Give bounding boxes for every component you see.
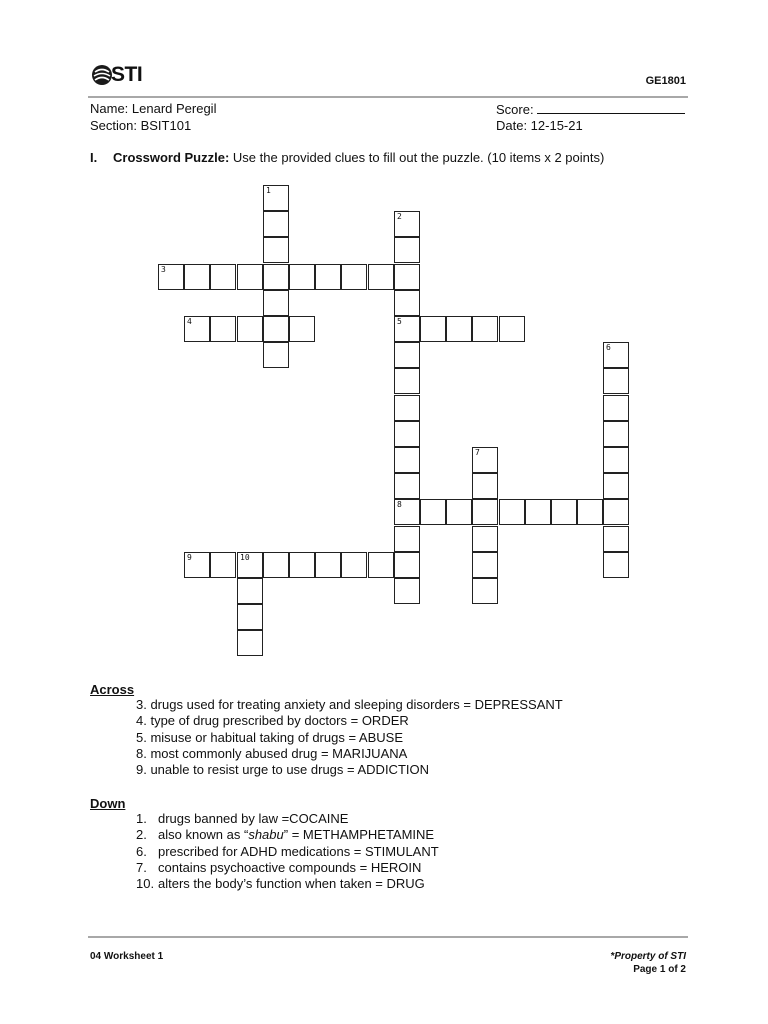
crossword-cell[interactable] [263,316,289,342]
crossword-cell[interactable] [341,552,367,578]
crossword-cell[interactable] [263,185,289,211]
header-rule [88,96,688,98]
crossword-cell[interactable] [420,499,446,525]
crossword-cell[interactable] [472,499,498,525]
crossword-cell[interactable] [551,499,577,525]
crossword-cell[interactable] [289,264,315,290]
crossword-cell[interactable] [472,473,498,499]
crossword-cell[interactable] [394,473,420,499]
down-clue: 7. contains psychoactive compounds = HEROIN [136,859,422,875]
crossword-cell[interactable] [603,552,629,578]
crossword-cell[interactable] [237,264,263,290]
crossword-cell[interactable] [446,316,472,342]
score-label: Score: [496,102,534,117]
clue-number: 1 [266,186,271,195]
crossword-cell[interactable] [603,447,629,473]
crossword-cell[interactable] [263,211,289,237]
crossword-cell[interactable] [237,578,263,604]
crossword-cell[interactable] [499,316,525,342]
instruction-title: Crossword Puzzle: [113,150,230,165]
crossword-cell[interactable] [472,447,498,473]
crossword-cell[interactable] [237,552,263,578]
down-title: Down [90,796,126,811]
crossword-cell[interactable] [289,316,315,342]
crossword-cell[interactable] [394,578,420,604]
across-clue: 8. most commonly abused drug = MARIJUANA [136,745,408,761]
clue-number: 9 [187,553,192,562]
crossword-cell[interactable] [472,578,498,604]
clue-number: 4 [187,317,192,326]
footer-page: Page 1 of 2 [633,964,686,975]
clue-number: 10 [240,553,250,562]
crossword-cell[interactable] [394,421,420,447]
crossword-cell[interactable] [237,630,263,656]
crossword-cell[interactable] [184,552,210,578]
crossword-cell[interactable] [446,499,472,525]
crossword-cell[interactable] [603,342,629,368]
crossword-cell[interactable] [210,316,236,342]
crossword-cell[interactable] [394,316,420,342]
down-clues [136,811,439,892]
crossword-cell[interactable] [158,264,184,290]
crossword-cell[interactable] [368,264,394,290]
clue-number: 5 [397,317,402,326]
across-title: Across [90,682,135,697]
crossword-cell[interactable] [603,473,629,499]
crossword-cell[interactable] [603,395,629,421]
crossword-cell[interactable] [394,552,420,578]
crossword-cell[interactable] [472,316,498,342]
across-clue: 5. misuse or habitual taking of drugs = ABUSE [136,729,404,745]
crossword-cell[interactable] [394,264,420,290]
logo-text: STI [111,63,143,86]
crossword-cell[interactable] [368,552,394,578]
section-field: Section: BSIT101 [90,118,192,133]
across-clue: 3. drugs used for treating anxiety and sleeping disorders = DEPRESSANT [136,697,563,712]
crossword-cell[interactable] [394,237,420,263]
crossword-cell[interactable] [184,264,210,290]
crossword-cell[interactable] [210,552,236,578]
down-clue: 6. prescribed for ADHD medications = STIMULANT [136,843,439,859]
sti-logo [90,63,142,87]
across-clue: 4. type of drug prescribed by doctors = ORDER [136,713,409,729]
crossword-cell[interactable] [603,526,629,552]
crossword-cell[interactable] [315,552,341,578]
down-clue: 2. also known as “shabu” = METHAMPHETAMINE [136,827,435,843]
clue-number: 2 [397,212,402,221]
crossword-cell[interactable] [603,499,629,525]
crossword-cell[interactable] [394,368,420,394]
crossword-cell[interactable] [472,552,498,578]
crossword-cell[interactable] [315,264,341,290]
crossword-cell[interactable] [472,526,498,552]
crossword-cell[interactable] [394,395,420,421]
score-field [496,101,685,118]
crossword-cell[interactable] [394,211,420,237]
crossword-cell[interactable] [603,421,629,447]
crossword-cell[interactable] [210,264,236,290]
crossword-cell[interactable] [603,368,629,394]
crossword-cell[interactable] [263,264,289,290]
crossword-cell[interactable] [577,499,603,525]
name-field: Name: Lenard Peregil [90,101,217,116]
score-blank [537,101,685,114]
crossword-cell[interactable] [394,342,420,368]
crossword-cell[interactable] [525,499,551,525]
crossword-cell[interactable] [263,342,289,368]
crossword-cell[interactable] [341,264,367,290]
clue-number: 6 [606,343,611,352]
crossword-cell[interactable] [263,552,289,578]
footer-left: 04 Worksheet 1 [90,951,164,962]
clue-number: 8 [397,500,402,509]
crossword-cell[interactable] [237,604,263,630]
instruction-number: I. [90,150,98,165]
crossword-cell[interactable] [263,290,289,316]
crossword-cell[interactable] [394,290,420,316]
instruction-text: Use the provided clues to fill out the puzzle. (10 items x 2 points) [232,150,605,165]
footer-rule [88,936,688,938]
instruction [90,150,604,165]
crossword-cell[interactable] [394,499,420,525]
crossword-cell[interactable] [499,499,525,525]
document-code: GE1801 [645,75,686,87]
crossword-cell[interactable] [394,447,420,473]
down-clue: 10. alters the body’s function when taken = DRUG [136,876,425,892]
crossword-cell[interactable] [420,316,446,342]
across-clue: 9. unable to resist urge to use drugs = ADDICTION [136,762,430,778]
clue-number: 7 [475,448,480,457]
down-clue: 1. drugs banned by law =COCAINE [136,811,349,826]
crossword-cell[interactable] [237,316,263,342]
footer-property: *Property of STI [610,951,686,962]
across-clues [136,697,563,778]
date-field: Date: 12-15-21 [496,118,583,133]
crossword-cell[interactable] [289,552,315,578]
crossword-cell[interactable] [263,237,289,263]
crossword-cell[interactable] [394,526,420,552]
crossword-cell[interactable] [184,316,210,342]
clue-number: 3 [161,265,166,274]
